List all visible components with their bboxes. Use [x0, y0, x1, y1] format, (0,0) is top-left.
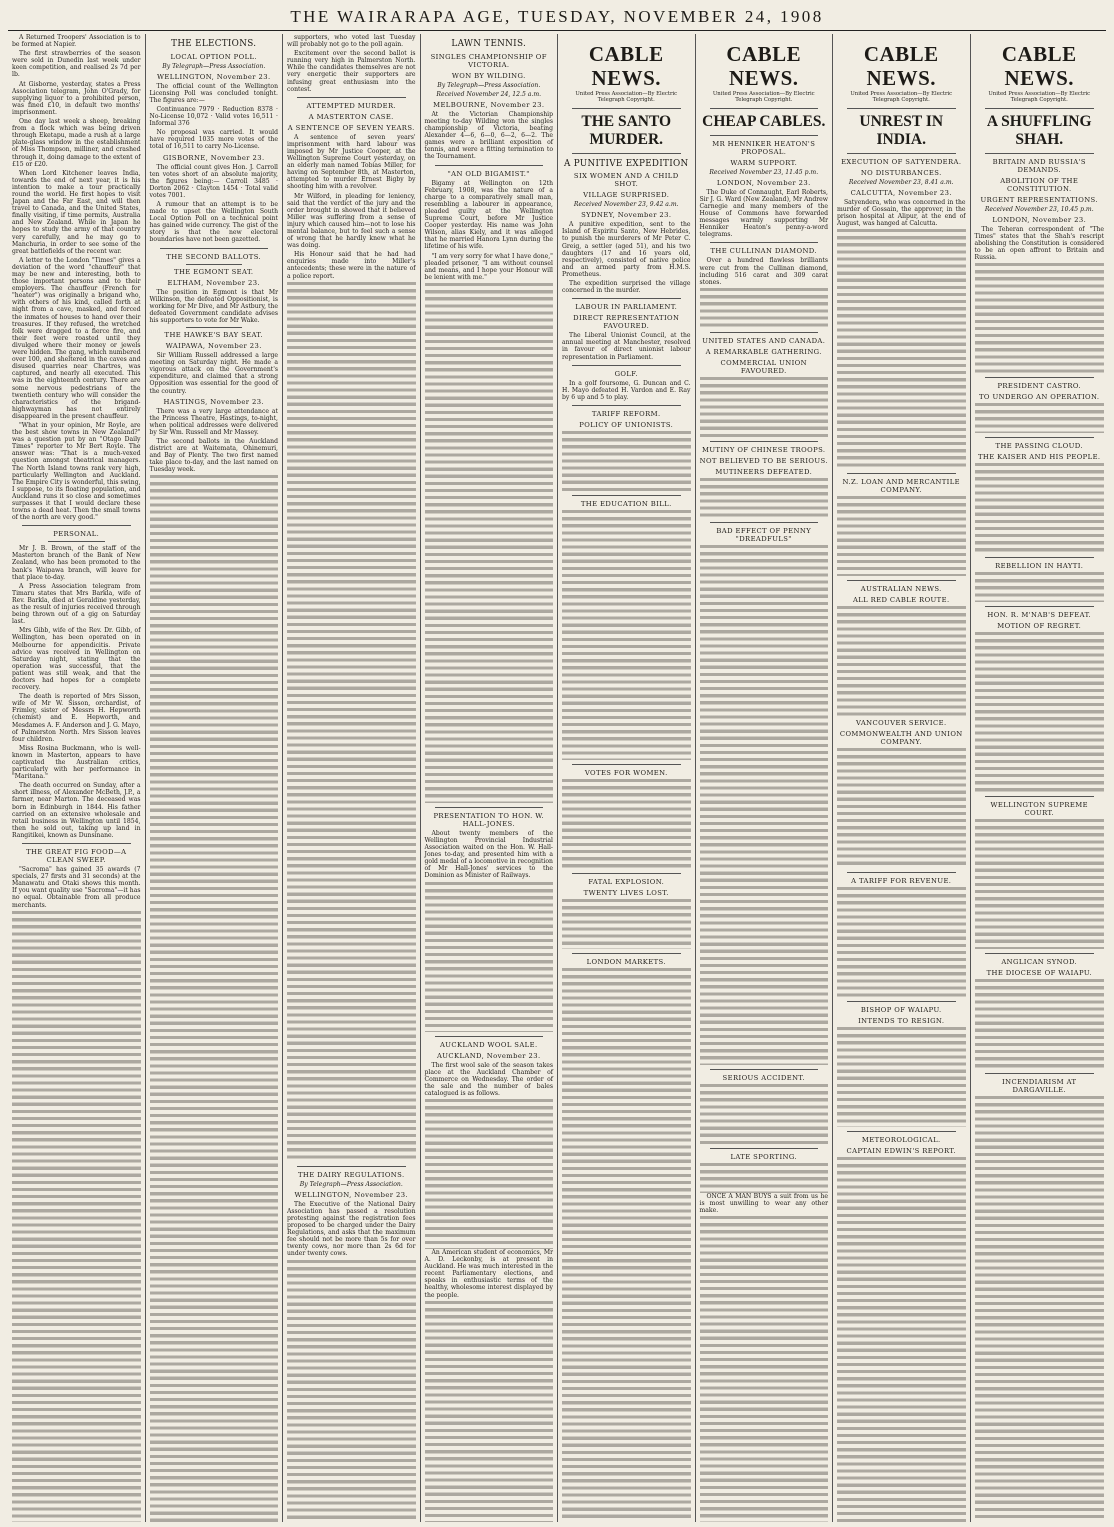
column-rule	[160, 248, 269, 249]
section-heading: "AN OLD BIGAMIST."	[447, 169, 530, 178]
body-text-block	[837, 1027, 966, 1127]
column-3	[283, 34, 421, 1522]
column-rule	[435, 807, 544, 808]
sub-heading: THE DIOCESE OF WAIAPU.	[986, 969, 1092, 978]
column-rule	[572, 953, 681, 954]
news-paragraph: An American student of economics, Mr A. D. Leckonby, is at present in Auckland. He was much interested in the recent Parliamentary elections, and speaks in enthusiastic terms of the healthy, wholesome interest displayed by the people.	[424, 1249, 553, 1299]
section-heading: FATAL EXPLOSION.	[588, 877, 665, 886]
column-rule	[985, 108, 1095, 109]
dateline: CALCUTTA, November 23.	[850, 188, 952, 197]
headline: UNREST IN INDIA.	[859, 112, 944, 148]
body-text-block	[562, 431, 691, 491]
news-paragraph: At the Victorian Championship meeting to-day Wilding won the singles championship of Victoria, beating Alexander 4—6, 6—0, 6—2, 6—2. The games were a brilliant exposition of tennis, and were a fitting termination to the Tournament.	[424, 110, 553, 161]
sub-heading: COMMERCIAL UNION FAVOURED.	[720, 358, 808, 375]
news-paragraph: Over a hundred flawless brilliants were cut from the Cullinan diamond, including 516 carat and 309 carat stones.	[699, 257, 828, 286]
sub-heading: A REMARKABLE GATHERING.	[705, 347, 822, 356]
column-rule	[985, 153, 1095, 154]
cable-news-banner: CABLE NEWS.	[726, 42, 802, 90]
news-paragraph: supporters, who voted last Tuesday will probably not go to the poll again.	[287, 34, 416, 49]
column-rule	[710, 441, 819, 442]
column-rule	[847, 153, 956, 154]
news-paragraph: A letter to the London "Times" gives a deviation of the word "chauffeur" that may be new and interesting, both to those important persons and to their employers. The chauffeur (French for "heater") was originally a brigand who, with others of his kind, called forth at night from a cave, masked, and forced the inmates of houses to hand over their treasures. If they refused, the wretched folk were dragged to a fierce fire, and their feet were roasted until they divulged where their money or jewels were hidden. The gang, which numbered over 100, and sheltered in the caves and disused quarries near Chartres, was captured, and nearly all executed. This was in the eighteenth century. There are some nervous pedestrians of the twentieth century who will consider the characteristics of the brigand-highwayman has not entirely disappeared in the present chauffeur.	[12, 256, 141, 420]
column-rule	[572, 764, 681, 765]
dateline: LONDON, November 23.	[716, 178, 811, 187]
body-text-block	[700, 1216, 829, 1522]
sub-heading: TWENTY LIVES LOST.	[583, 888, 669, 897]
body-text-block	[975, 403, 1105, 433]
headline: THE SANTO MURDER.	[581, 112, 672, 148]
section-heading: MUTINY OF CHINESE TROOPS.	[702, 445, 826, 454]
body-text-block	[837, 748, 966, 868]
body-text-block	[425, 1301, 554, 1522]
column-rule	[985, 377, 1095, 378]
news-paragraph: A Returned Troopers' Association is to be formed at Napier.	[12, 34, 141, 49]
news-paragraph: There was a very large attendance at the Princess Theatre, Hastings, to-night, when political addresses were delivered by Sir Wm. Russell and Mr Massey.	[149, 407, 278, 436]
section-heading: GOLF.	[614, 369, 638, 378]
dateline: ELTHAM, November 23.	[167, 278, 260, 287]
news-paragraph: The official count gives Hon. J. Carroll ten votes short of an absolute majority, the figures being:— Carroll 3485 · Dorton 2062 · Clayton 1454 · Total valid votes 7001.	[149, 163, 278, 199]
section-heading: THE CULLINAN DIAMOND.	[710, 247, 817, 256]
sub-heading: POLICY OF UNIONISTS.	[579, 420, 674, 429]
body-text-block	[837, 606, 966, 716]
received-line: Received November 23, 8.41 a.m.	[848, 178, 954, 186]
column-rule	[297, 1166, 406, 1167]
news-paragraph: "I am very sorry for what I have done," pleaded prisoner, "I am without counsel and means, and I hope your Honour will be lenient with me."	[424, 252, 553, 281]
sub-heading: CAPTAIN EDWIN'S REPORT.	[846, 1147, 956, 1156]
body-text-block	[562, 779, 691, 869]
column-rule	[847, 872, 956, 873]
news-paragraph: The Executive of the National Dairy Association has passed a resolution protesting against the registration fees proposed to be charged under the Dairy Regulations, and asks that the maximum fee should not be more than 5s for over twenty cows, nor more than 2s 6d for under twenty cows.	[287, 1200, 416, 1258]
column-rule	[572, 298, 681, 299]
headline: CHEAP CABLES.	[702, 112, 826, 130]
dateline: LONDON, November 23.	[992, 215, 1087, 224]
body-text-block	[562, 968, 691, 1522]
column-rule	[847, 1131, 956, 1132]
section-heading: WELLINGTON SUPREME COURT.	[990, 801, 1088, 818]
column-7	[833, 34, 971, 1522]
sub-heading: MOTION OF REGRET.	[997, 622, 1082, 631]
byline: By Telegraph—Press Association.	[162, 62, 266, 70]
section-heading: LATE SPORTING.	[730, 1152, 798, 1161]
body-text-block	[975, 572, 1105, 602]
news-paragraph: The death occurred on Sunday, after a short illness, of Alexander McBeth, J.P., a farmer, near Marton. The deceased was born in Edinburgh in 1844. His father carried on an extensive wholesale and retail business in Wellington until 1854, then he sold out, taking up land in Rangitikei, known as Dunsinane.	[12, 782, 141, 839]
headline: A SHUFFLING SHAH.	[986, 112, 1092, 148]
column-2	[146, 34, 284, 1522]
sub-heading: COMMONWEALTH AND UNION COMPANY.	[839, 730, 963, 747]
sub-heading: URGENT REPRESENTATIONS.	[980, 195, 1098, 204]
dateline: GISBORNE, November 23.	[162, 153, 265, 162]
section-heading: A TARIFF FOR REVENUE.	[851, 877, 952, 886]
column-rule	[22, 843, 131, 844]
news-paragraph: The first wool sale of the season takes place at the Auckland Chamber of Commerce on Wednesday. The order of the sale and the number of bales catalogued is as follows.	[424, 1061, 553, 1097]
body-text-block	[837, 496, 966, 576]
column-rule	[435, 1036, 544, 1037]
news-paragraph: Mr J. B. Brown, of the staff of the Masterton branch of the Bank of New Zealand, who has been promoted to the bank's Waipawa branch, will leave for that place to-day.	[12, 545, 141, 581]
section-heading: PRESIDENT CASTRO.	[997, 382, 1082, 391]
section-heading: AUSTRALIAN NEWS.	[860, 585, 942, 594]
body-text-block	[700, 1084, 829, 1144]
sub-heading: ALL RED CABLE ROUTE.	[852, 596, 950, 605]
column-8	[971, 34, 1109, 1522]
byline: By Telegraph—Press Association.	[299, 1180, 403, 1188]
column-rule	[572, 873, 681, 874]
sub-heading: WARM SUPPORT.	[730, 158, 798, 167]
body-text-block	[562, 510, 691, 760]
section-heading: HON. R. M'NAB'S DEFEAT.	[987, 611, 1092, 620]
sub-heading: NO DISTURBANCES.	[860, 168, 942, 177]
news-paragraph: The Liberal Unionist Council, at the annual meeting at Manchester, resolved in favour of direct unionist labour representation in Parliament.	[562, 332, 691, 361]
sub-heading: VANCOUVER SERVICE.	[855, 719, 947, 728]
sub-heading: ABOLITION OF THE CONSTITUTION.	[1000, 176, 1079, 193]
section-heading: SERIOUS ACCIDENT.	[722, 1073, 805, 1082]
column-1	[8, 34, 146, 1522]
dateline: WELLINGTON, November 23.	[294, 1190, 408, 1199]
news-paragraph: When Lord Kitchener leaves India, towards the end of next year, it is his intention to make a tour practically round the world. He first hopes to visit Japan and the Far East, and will then travel to Canada, and the United States, finally visiting, if time permits, Australia and New Zealand. While in Japan he hopes to study the army of that country very carefully, and he may go to Manchuria, in order to see some of the great battlefields of the recent war.	[12, 169, 141, 255]
section-heading: REBELLION IN HAYTI.	[995, 562, 1084, 571]
column-rule	[186, 264, 243, 265]
body-text-block	[425, 1099, 554, 1249]
column-rule	[847, 580, 956, 581]
dateline: HASTINGS, November 23.	[163, 397, 265, 406]
section-heading: INCENDIARISM AT DARGAVILLE.	[1002, 1078, 1077, 1095]
column-4	[421, 34, 559, 1522]
sub-heading: A SENTENCE OF SEVEN YEARS.	[287, 123, 415, 132]
news-paragraph: Mrs Gibb, wife of the Rev. Dr. Gibb, of Wellington, has been operated on in Melbourne for appendicitis. Private advice was received in Wellington on Saturday night, stating that the operation was successful, that the patient was still weak, and that the doctors had hopes for a complete recovery.	[12, 627, 141, 692]
section-heading: BAD EFFECT OF PENNY "DREADFULS"	[716, 526, 812, 543]
body-text-block	[975, 819, 1105, 949]
sub-heading: SIX WOMEN AND A CHILD SHOT.	[573, 172, 679, 189]
column-rule	[985, 1073, 1095, 1074]
section-heading: VOTES FOR WOMEN.	[584, 768, 668, 777]
body-text-block	[975, 632, 1105, 792]
cable-news-banner: CABLE NEWS.	[588, 42, 664, 90]
news-paragraph: Excitement over the second ballot is running very high in Palmerston North. While the candidates themselves are not very energetic their supporters are infusing great enthusiasm into the contest.	[287, 50, 416, 93]
body-text-block	[975, 263, 1105, 373]
section-heading: THE ELECTIONS.	[171, 39, 257, 49]
body-text-block	[287, 282, 416, 1162]
body-text-block	[425, 882, 554, 1032]
section-heading: PRESENTATION TO HON. W. HALL-JONES.	[433, 811, 545, 828]
news-paragraph: Satyendera, who was concerned in the murder of Gossain, the approver, in the prison hospital at Alipur, at the end of August, was hanged at Calcutta.	[837, 198, 966, 228]
copyright-note: United Press Association—By Electric Telegraph Copyright.	[850, 91, 953, 104]
body-text-block	[562, 899, 691, 949]
section-heading: METEOROLOGICAL.	[861, 1136, 941, 1145]
column-rule	[985, 437, 1095, 438]
news-paragraph: The death is reported of Mrs Sisson, wife of Mr W. Sisson, orchardist, of Frimley, sister of Messrs H. Hepworth (chemist) and E. Hepworth, and Mesdames A. F. Anderson and J. G. Mayo, of Palmerston North. Mrs Sisson leaves four children.	[12, 693, 141, 743]
body-text-block	[700, 545, 829, 1065]
section-heading: LAWN TENNIS.	[451, 39, 527, 49]
news-paragraph: A punitive expedition, sent to the Island of Espiritu Santo, New Hebrides, to punish the murderers of Mr Peter C. Greig, a settler (aged 51), and his two daughters (17 and 16 years old, respectively), consisted of native police and an armed party from H.M.S. Prometheus.	[562, 221, 691, 278]
section-heading: LONDON MARKETS.	[586, 957, 666, 966]
section-heading: BRITAIN AND RUSSIA'S DEMANDS.	[992, 157, 1086, 174]
news-paragraph: Mr Wilford, in pleading for leniency, said that the verdict of the jury and the order brought in showed that it believed Miller was suffering from a sense of injury which caused him—not to lose his mental balance, but to feel such a sense of wrong that he hardly knew what he was doing.	[287, 192, 416, 250]
news-paragraph: Miss Rosina Buckmann, who is well-known in Masterton, appears to have captivated the Australian critics, particularly with her performance in "Maritana."	[12, 744, 141, 781]
news-paragraph: The official count of the Wellington Licensing Poll was concluded tonight. The figures are:—	[149, 82, 278, 104]
column-rule	[847, 108, 956, 109]
section-heading: MR HENNIKER HEATON'S PROPOSAL.	[712, 139, 816, 156]
news-paragraph: About twenty members of the Wellington Provincial Industrial Association waited on the Hon. W. Hall-Jones to-day, and presented him with a gold medal of a locomotive in recognition of Mr Hall-Jones' services to the Dominion as Minister of Railways.	[424, 829, 553, 880]
sub-heading: THE KAISER AND HIS PEOPLE.	[978, 453, 1101, 462]
body-text-block	[700, 288, 829, 328]
body-text-block	[700, 478, 829, 518]
sub-heading: LOCAL OPTION POLL.	[170, 52, 257, 61]
section-heading: AUCKLAND WOOL SALE.	[440, 1040, 538, 1049]
byline: By Telegraph—Press Association.	[437, 81, 541, 89]
copyright-note: United Press Association—By Electric Telegraph Copyright.	[575, 91, 678, 104]
news-paragraph: One day last week a sheep, breaking from a flock which was being driven through Eketapu, made a rush at a large plate-glass window in the establishment of Miss Thompson, milliner, and crashed through it, doing damage to the extent of £15 or £20.	[12, 118, 141, 168]
news-paragraph: Bigamy at Wellington on 12th February, 1908, was the nature of a charge to a comparatively small man, resembling a labourer in appearance, pleaded guilty at the Wellington Supreme Court, before Mr Justice Cooper yesterday. His name was John Wilson, alias Kiely, and it was alleged that he married Hanora Lynn during the lifetime of his wife.	[424, 179, 553, 251]
column-rule	[847, 473, 956, 474]
sub-heading: THE EGMONT SEAT.	[174, 267, 254, 276]
column-rule	[710, 135, 819, 136]
column-rule	[572, 153, 681, 154]
sub-heading: MUTINEERS DEFEATED.	[715, 467, 813, 476]
column-rule	[985, 557, 1095, 558]
column-rule	[48, 541, 105, 542]
column-rule	[297, 97, 406, 98]
section-heading: N.Z. LOAN AND MERCANTILE COMPANY.	[842, 478, 961, 495]
news-paragraph: The position in Egmont is that Mr Wilkinson, the defeated Oppositionist, is working for Mr Dive, and Mr Astbury, the defeated Government candidate advises his supporters to vote for Mr Wake.	[149, 288, 279, 324]
section-heading: THE SECOND BALLOTS.	[166, 252, 262, 261]
sub-heading: INTENDS TO RESIGN.	[858, 1017, 945, 1026]
dateline: WAIPAWA, November 23.	[165, 342, 262, 351]
body-text-block	[150, 475, 279, 1522]
column-rule	[710, 1148, 819, 1149]
section-heading: THE EDUCATION BILL.	[580, 499, 672, 508]
column-rule	[572, 108, 681, 109]
section-heading: THE PASSING CLOUD.	[995, 442, 1083, 451]
sub-heading: WON BY WILDING.	[451, 71, 526, 80]
news-paragraph: The second ballots in the Auckland district are at Waitemata, Ohinemuri, and Bay of Plenty. The two first named take place to-day, and the last named on Tuesday week.	[149, 437, 278, 474]
body-text-block	[975, 1096, 1105, 1522]
sub-heading: TO UNDERGO AN OPERATION.	[979, 393, 1100, 402]
received-line: Received November 23, 9.42 a.m.	[573, 201, 679, 209]
dateline: MELBOURNE, November 23.	[433, 100, 545, 109]
column-5	[558, 34, 696, 1522]
body-text-block	[837, 229, 966, 469]
section-heading: A PUNITIVE EXPEDITION	[563, 158, 689, 169]
newspaper-columns	[8, 34, 1108, 1522]
news-paragraph: No proposal was carried. It would have required 1035 more votes of the total of 16,511 to carry No-License.	[149, 129, 278, 151]
news-paragraph: A Press Association telegram from Timaru states that Mrs Barkla, wife of Rev. Barkla, died at Geraldine yesterday, as the result of injuries received through being thrown out of a gig on Saturday last.	[12, 582, 141, 626]
sub-heading: SINGLES CHAMPIONSHIP OF VICTORIA.	[430, 52, 547, 69]
news-paragraph: The expedition surprised the village concerned in the murder.	[562, 280, 691, 295]
masthead-rule	[8, 30, 1106, 31]
sub-heading: THE HAWKE'S BAY SEAT.	[164, 331, 263, 340]
news-paragraph: In a golf foursome, G. Duncan and C. H. Mayo defeated H. Vardon and E. Ray by 6 up and 5 to play.	[562, 379, 691, 401]
advert-text: ONCE A MAN BUYS a suit from us he is most unwilling to wear any other make.	[699, 1192, 828, 1215]
body-text-block	[975, 979, 1105, 1069]
column-rule	[710, 332, 819, 333]
column-rule	[435, 165, 544, 166]
advert-heading: THE GREAT FIG FOOD—A CLEAN SWEEP.	[26, 848, 127, 865]
section-heading: EXECUTION OF SATYENDERA.	[841, 157, 962, 166]
news-paragraph: At Gisborne, yesterday, states a Press Association telegram, John O'Grady, for supplying liquor to a prohibited person, was fined £10, in default two months' imprisonment.	[12, 80, 141, 116]
dateline: SYDNEY, November 23.	[581, 211, 672, 220]
column-rule	[572, 365, 681, 366]
dateline: WELLINGTON, November 23.	[156, 72, 271, 81]
cable-news-banner: CABLE NEWS.	[1001, 42, 1077, 90]
section-heading: ANGLICAN SYNOD.	[1001, 958, 1078, 967]
column-rule	[572, 405, 681, 406]
column-rule	[22, 525, 131, 526]
section-heading: ATTEMPTED MURDER.	[306, 101, 397, 110]
section-heading: BISHOP OF WAIAPU.	[860, 1006, 942, 1015]
column-rule	[710, 1069, 819, 1070]
news-paragraph: A rumour that an attempt is to be made to upset the Wellington South Local Option Poll on a technical point has gained wide currency. The gist of the story is that the new electoral boundaries have not been gazetted.	[149, 201, 278, 244]
news-paragraph: A sentence of seven years' imprisonment with hard labour was imposed by Mr Justice Cooper, at the Wellington Supreme Court yesterday, on an elderly man named Tobias Miller, for having on September 8th, at Masterton, attempted to murder Ernest Bigby by shooting him with a revolver.	[287, 133, 416, 191]
column-rule	[985, 606, 1095, 607]
copyright-note: United Press Association—By Electric Telegraph Copyright.	[988, 91, 1091, 104]
column-rule	[710, 522, 819, 523]
column-rule	[710, 242, 819, 243]
column-rule	[186, 327, 243, 328]
sub-heading: A MASTERTON CASE.	[308, 112, 394, 121]
section-heading: LABOUR IN PARLIAMENT.	[575, 303, 678, 312]
body-text-block	[975, 463, 1105, 553]
newspaper-title: THE WAIRARAPA AGE, TUESDAY, NOVEMBER 24, 1908	[290, 7, 824, 26]
section-heading: TARIFF REFORM.	[591, 409, 661, 418]
body-text-block	[837, 1157, 966, 1522]
copyright-note: United Press Association—By Electric Telegraph Copyright.	[712, 91, 815, 104]
news-paragraph: The Teheran correspondent of "The Times" states that the Shah's rescript abolishing the Constitution is considered to be an open affront to Britain and Russia.	[974, 225, 1104, 262]
column-rule	[710, 108, 819, 109]
received-line: Received November 23, 10.45 p.m.	[984, 205, 1094, 213]
news-paragraph: "What in your opinion, Mr Royle, are the best show towns in New Zealand?" was a question put by an "Otago Daily Times" reporter to Mr Bert Royle. The answer was: "That is a much-vexed question amongst theatrical managers. The North Island towns rank very high, particularly Wellington and Auckland. The Empire City is wonderful, this swing, I suppose, to its floating population, and Auckland runs it so close and sometimes surpasses it that I would declare these towns a dead heat. Then the small towns of the north are very good."	[12, 421, 141, 522]
column-6	[696, 34, 834, 1522]
column-rule	[985, 953, 1095, 954]
section-heading: UNITED STATES AND CANADA.	[702, 336, 826, 345]
column-rule	[847, 1001, 956, 1002]
body-text-block	[425, 283, 554, 803]
received-line: Received November 24, 12.5 a.m.	[436, 90, 542, 98]
news-paragraph: His Honour said that he had had enquiries made into Miller's antecedents; these were in the nature of a police report.	[287, 251, 416, 280]
body-text-block	[287, 1260, 416, 1522]
body-text-block	[12, 911, 141, 1522]
body-text-block	[700, 1163, 829, 1193]
received-line: Received November 23, 11.45 p.m.	[709, 168, 819, 176]
vote-table: Continuance 7979 · Reduction 8378 · No-License 10,072 · Valid votes 16,511 · Informal 376	[149, 105, 278, 128]
sub-heading: NOT BELIEVED TO BE SERIOUS.	[699, 456, 828, 465]
sub-heading: DIRECT REPRESENTATION FAVOURED.	[573, 314, 680, 331]
cable-news-banner: CABLE NEWS.	[863, 42, 939, 90]
masthead	[0, 0, 1114, 30]
news-paragraph: The Duke of Connaught, Earl Roberts, Sir J. G. Ward (New Zealand), Mr Andrew Carnegie and many members of the House of Commons have forwarded messages warmly supporting Mr Henniker Heaton's penny-a-word telegrams.	[699, 188, 828, 239]
column-rule	[985, 796, 1095, 797]
body-text-block	[700, 377, 829, 437]
advert-text: "Sacroma" has gained 35 awards (7 specials, 27 firsts and 31 seconds) at the Manawatu and Otaki shows this month. If you want quality use "Sacroma"—it has no equal. Obtainable from all produce merchants.	[12, 866, 141, 909]
dateline: AUCKLAND, November 23.	[436, 1051, 541, 1060]
news-paragraph: Sir William Russell addressed a large meeting on Saturday night. He made a vigorous attack on the Government's expenditure, and claimed that a strong Opposition was essential for the good of the country.	[149, 352, 278, 395]
body-text-block	[837, 887, 966, 997]
column-rule	[572, 495, 681, 496]
sub-heading: VILLAGE SURPRISED.	[583, 191, 670, 200]
section-heading: THE DAIRY REGULATIONS.	[297, 1170, 405, 1179]
news-paragraph: The first strawberries of the season were sold in Dunedin last week under keen competition, and realised 2s 7d per lb.	[12, 50, 141, 79]
section-heading: PERSONAL.	[53, 530, 100, 539]
